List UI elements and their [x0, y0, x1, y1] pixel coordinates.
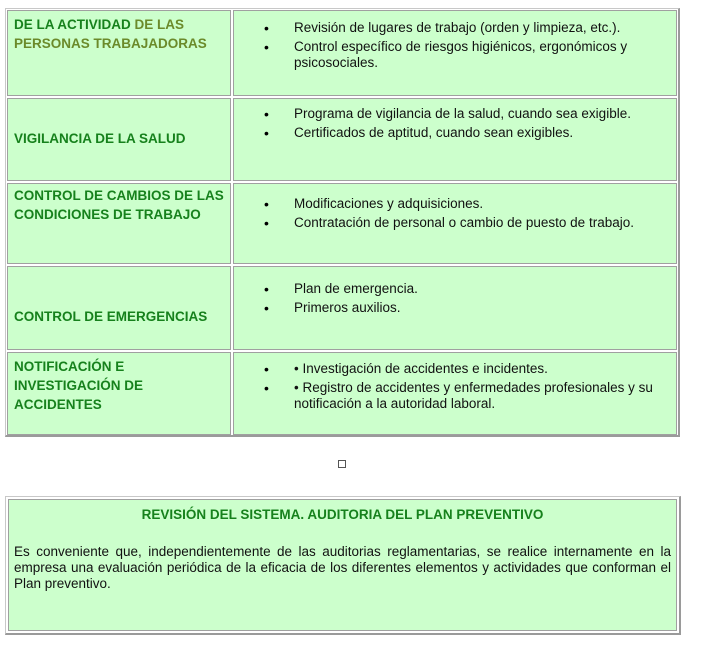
list-item: • Contratación de personal o cambio de puesto de trabajo. — [264, 215, 666, 231]
row-label-cell — [7, 266, 231, 350]
list-item: • • Registro de accidentes y enfermedades profesionales y su notificación a la autoridad laboral. — [264, 380, 666, 412]
list-item: • Certificados de aptitud, cuando sean exigibles. — [264, 125, 666, 141]
review-title: REVISIÓN DEL SISTEMA. AUDITORIA DEL PLAN PREVENTIVO — [141, 507, 544, 522]
list-item: • Control específico de riesgos higiénicos, ergonómicos y psicosociales. — [264, 39, 666, 71]
list-item: • Primeros auxilios. — [264, 300, 666, 316]
list-item: • • Investigación de accidentes e incidentes. — [264, 361, 666, 377]
table-row — [7, 98, 677, 181]
row-label: NOTIFICACIÓN E INVESTIGACIÓN DE ACCIDENTES — [14, 359, 144, 412]
row-label-cell — [7, 10, 231, 96]
row-label: CONTROL DE EMERGENCIAS — [14, 309, 208, 324]
bullet-list — [264, 196, 666, 234]
row-items-cell — [233, 10, 677, 96]
table-row — [7, 183, 677, 264]
checkbox-glyph-icon — [338, 460, 346, 468]
row-label-cell — [7, 98, 231, 181]
prevention-table — [5, 8, 680, 437]
bullet-list — [264, 106, 666, 144]
list-item: • Modificaciones y adquisiciones. — [264, 196, 666, 212]
row-items-cell — [233, 352, 677, 435]
review-box — [5, 496, 681, 635]
row-label-cell — [7, 183, 231, 264]
table-row — [7, 10, 677, 96]
row-items-cell — [233, 183, 677, 264]
bullet-list — [264, 281, 666, 319]
review-text: Es conveniente que, independientemente de las auditorias reglamentarias, se realice internamente en la empresa una evaluación periódica de la eficacia de los diferentes elementos y actividades que conforman el Plan preventivo. — [14, 544, 671, 591]
list-item: • Plan de emergencia. — [264, 281, 666, 297]
table-row — [7, 352, 677, 435]
list-item: • Programa de vigilancia de la salud, cuando sea exigible. — [264, 106, 666, 122]
row-items-cell — [233, 266, 677, 350]
review-cell — [8, 499, 677, 631]
row-label: VIGILANCIA DE LA SALUD — [14, 131, 186, 146]
table-row — [7, 266, 677, 350]
row-items-cell — [233, 98, 677, 181]
bullet-list — [264, 361, 666, 415]
list-item: • Revisión de lugares de trabajo (orden y limpieza, etc.). — [264, 20, 666, 36]
bullet-list — [264, 20, 666, 74]
row-label-cell — [7, 352, 231, 435]
row-label: DE LA ACTIVIDAD DE LAS PERSONAS TRABAJADORAS — [14, 17, 207, 51]
row-label: CONTROL DE CAMBIOS DE LAS CONDICIONES DE TRABAJO — [14, 188, 224, 222]
